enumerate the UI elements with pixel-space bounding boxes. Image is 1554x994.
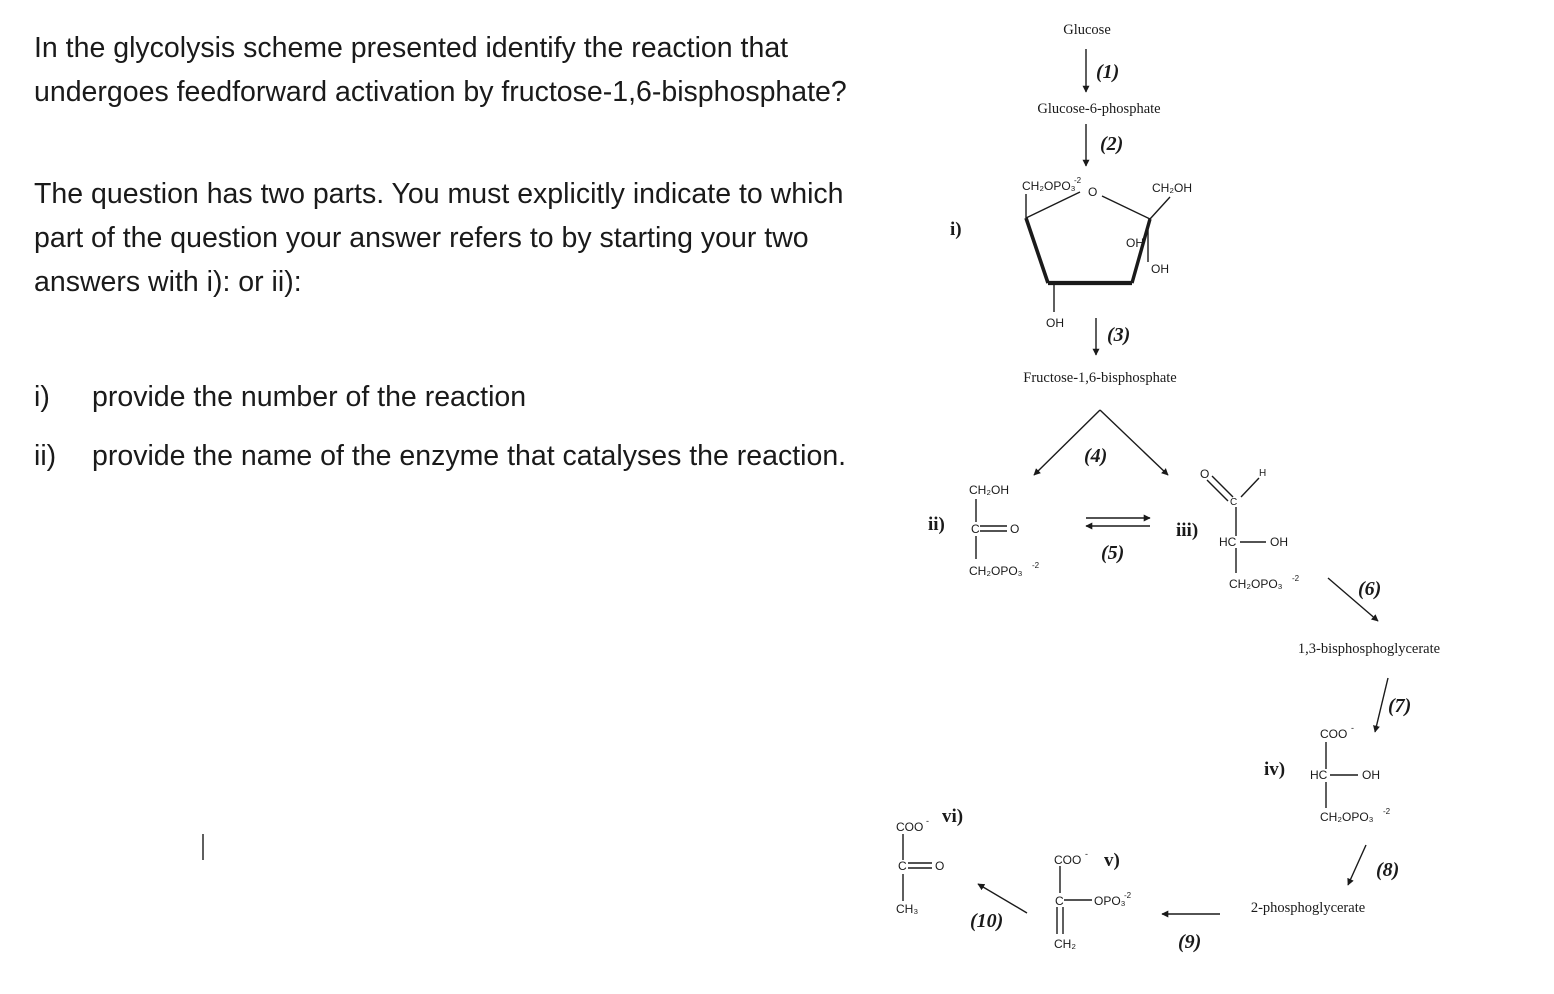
ii-ch2opo3: CH₂OPO₃ [969, 564, 1023, 578]
structure-vi-frame [903, 834, 932, 901]
i-oh-lower: OH [1151, 262, 1169, 276]
vi-minus: - [926, 816, 929, 826]
i-oh-upper: OH [1126, 236, 1144, 250]
structure-ii-bonds [976, 499, 1007, 559]
iii-o: O [1200, 467, 1210, 481]
iii-h: H [1259, 468, 1267, 479]
iv-oh: OH [1362, 768, 1380, 782]
i-charge: -2 [1074, 176, 1082, 185]
step-label-9: (9) [1178, 931, 1202, 953]
arrow-step-7 [1375, 678, 1388, 732]
vi-coo: COO [896, 820, 924, 834]
part-ii-label: ii) [34, 440, 57, 472]
iii-c: C [1230, 497, 1238, 508]
v-c: C [1055, 894, 1064, 908]
iv-charge: -2 [1383, 807, 1391, 816]
vi-c: C [898, 859, 907, 873]
v-opo3: OPO₃ [1094, 894, 1126, 908]
iii-ch2opo3: CH₂OPO₃ [1229, 577, 1283, 591]
label-glucose: Glucose [1063, 22, 1111, 38]
step-label-6: (6) [1358, 578, 1382, 600]
structure-iii-bonds [1207, 476, 1266, 573]
step-label-10: (10) [970, 910, 1004, 932]
i-oh-bottom: OH [1046, 316, 1064, 330]
iv-coo: COO [1320, 727, 1348, 741]
arrow-step-4-right [1100, 410, 1168, 475]
arrow-step-8 [1348, 845, 1366, 885]
step-label-7: (7) [1388, 695, 1412, 717]
iv-minus: - [1351, 723, 1354, 733]
structure-label-v: v) [1104, 850, 1120, 871]
step-label-1: (1) [1096, 61, 1120, 83]
v-coo: COO [1054, 853, 1082, 867]
label-glucose-6-phosphate: Glucose-6-phosphate [1037, 101, 1161, 117]
part-i-text: provide the number of the reaction [92, 381, 527, 413]
label-fructose-1-6-bisphosphate: Fructose-1,6-bisphosphate [1023, 370, 1177, 386]
step-label-3: (3) [1107, 324, 1131, 346]
structure-label-iv: iv) [1264, 759, 1286, 780]
structure-label-ii: ii) [928, 514, 945, 535]
label-1-3-bisphosphoglycerate: 1,3-bisphosphoglycerate [1297, 641, 1441, 657]
iii-hc: HC [1219, 535, 1237, 549]
i-ch2oh: CH₂OH [1152, 181, 1192, 195]
structure-i-ring [1026, 192, 1170, 312]
iv-ch2opo3: CH₂OPO₃ [1320, 810, 1374, 824]
i-ch2opo3: CH₂OPO₃ [1022, 179, 1076, 193]
step-label-5: (5) [1101, 542, 1125, 564]
question-intro-text: In the glycolysis scheme presented identify the reaction that undergoes feedforward activation by fructose-1,6-bisphosphate? [34, 32, 847, 108]
part-ii-text: provide the name of the enzyme that catalyses the reaction. [92, 440, 847, 472]
structure-label-i: i) [950, 219, 962, 240]
v-charge: -2 [1124, 891, 1132, 900]
ii-o: O [1010, 522, 1020, 536]
v-minus: - [1085, 849, 1088, 859]
step-label-4: (4) [1084, 445, 1108, 467]
iii-oh: OH [1270, 535, 1288, 549]
i-ring-oxygen: O [1088, 185, 1098, 199]
ii-ch2oh: CH₂OH [969, 483, 1009, 497]
step-label-2: (2) [1100, 133, 1124, 155]
part-i-label: i) [34, 381, 50, 413]
ii-c: C [971, 522, 980, 536]
structure-label-vi: vi) [942, 806, 964, 827]
structure-label-iii: iii) [1176, 520, 1199, 541]
step-label-8: (8) [1376, 859, 1400, 881]
vi-o: O [935, 859, 945, 873]
iv-hc: HC [1310, 768, 1328, 782]
iii-charge: -2 [1292, 574, 1300, 583]
label-2-phosphoglycerate: 2-phosphoglycerate [1250, 900, 1366, 916]
question-instructions-text: The question has two parts. You must explicitly indicate to which part of the question your answer refers to by starting your two answers with i): or ii): [34, 178, 844, 298]
v-ch2: CH₂ [1054, 937, 1076, 951]
ii-charge: -2 [1032, 561, 1040, 570]
arrow-step-10 [978, 884, 1027, 913]
vi-ch3: CH₃ [896, 902, 919, 916]
structure-iv-bonds [1326, 742, 1358, 808]
